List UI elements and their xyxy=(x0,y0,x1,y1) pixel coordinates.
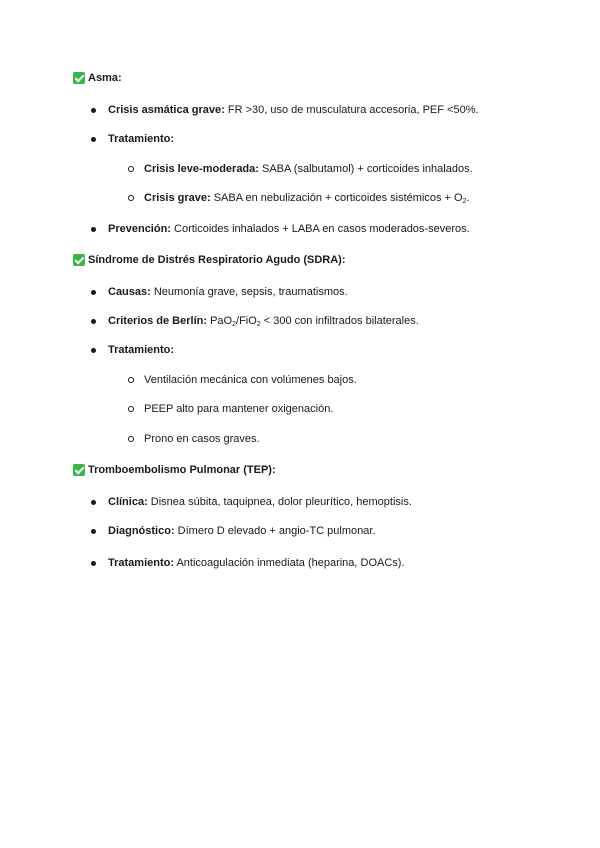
list-item: Crisis asmática grave: FR >30, uso de musculatura accesoria, PEF <50%. xyxy=(108,103,479,117)
hollow-bullet-icon xyxy=(128,377,134,383)
bullet-icon xyxy=(91,290,96,295)
check-mark-icon xyxy=(73,72,85,84)
bullet-icon xyxy=(91,137,96,142)
section-heading-sdra: Síndrome de Distrés Respiratorio Agudo (SDRA): xyxy=(73,253,346,267)
list-item: Ventilación mecánica con volúmenes bajos. xyxy=(144,373,357,387)
list-item: Crisis leve-moderada: SABA (salbutamol) + corticoides inhalados. xyxy=(144,162,473,176)
list-item: Prevención: Corticoides inhalados + LABA en casos moderados-severos. xyxy=(108,222,470,236)
bullet-icon xyxy=(91,529,96,534)
list-item: Criterios de Berlín: PaO$_2$/FiO$_2$ < 300 con infiltrados bilaterales. xyxy=(108,314,419,332)
check-mark-icon xyxy=(73,254,85,266)
list-item: Crisis grave: SABA en nebulización + corticoides sistémicos + $O_2$. xyxy=(144,191,470,209)
bullet-icon xyxy=(91,319,96,324)
hollow-bullet-icon xyxy=(128,195,134,201)
bullet-icon xyxy=(91,500,96,505)
list-item: Causas: Neumonía grave, sepsis, traumatismos. xyxy=(108,285,348,299)
list-item: Diagnóstico: Dímero D elevado + angio-TC pulmonar. xyxy=(108,524,375,538)
list-item: PEEP alto para mantener oxigenación. xyxy=(144,402,333,416)
bullet-icon xyxy=(91,348,96,353)
list-item: Clínica: Disnea súbita, taquipnea, dolor pleurítico, hemoptisis. xyxy=(108,495,412,509)
list-item: Prono en casos graves. xyxy=(144,432,260,446)
hollow-bullet-icon xyxy=(128,166,134,172)
bullet-icon xyxy=(91,227,96,232)
bullet-icon xyxy=(91,108,96,113)
hollow-bullet-icon xyxy=(128,436,134,442)
section-heading-tep: Tromboembolismo Pulmonar (TEP): xyxy=(73,463,276,477)
check-mark-icon xyxy=(73,464,85,476)
list-item: Tratamiento: xyxy=(108,132,174,146)
hollow-bullet-icon xyxy=(128,406,134,412)
section-heading-asma: Asma: xyxy=(73,71,122,85)
list-item: Tratamiento: Anticoagulación inmediata (heparina, DOACs). xyxy=(108,556,405,570)
list-item: Tratamiento: xyxy=(108,343,174,357)
bullet-icon xyxy=(91,561,96,566)
